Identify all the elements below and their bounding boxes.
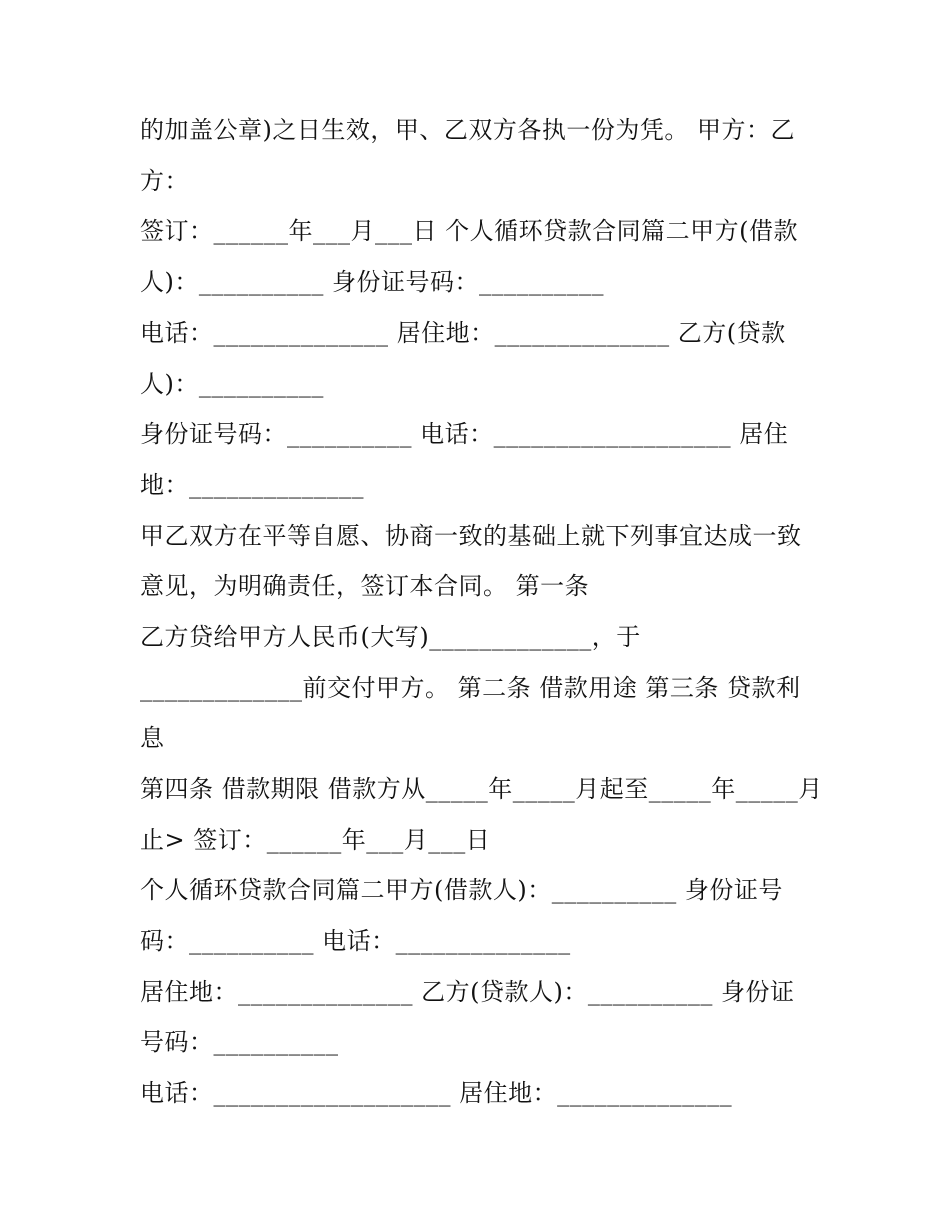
text-line: _____________前交付甲方。 第二条 借款用途 第三条 贷款利 (140, 674, 801, 702)
text-line: 身份证号码：__________ 电话：___________________ 居住 (140, 420, 789, 448)
text-line: 人)：__________ 身份证号码：__________ (140, 268, 604, 296)
text-line: 人)：__________ (140, 370, 324, 398)
text-line: 息 (140, 724, 165, 752)
text-line: 居住地：______________ 乙方(贷款人)：__________ 身份证 (140, 978, 795, 1006)
text-line: 电话：___________________ 居住地：______________ (140, 1079, 733, 1107)
text-line: 电话：______________ 居住地：______________ 乙方(贷款 (140, 319, 786, 347)
text-line: 乙方贷给甲方人民币(大写)_____________，于 (140, 623, 641, 651)
text-line: 地：______________ (140, 471, 364, 499)
text-line: 方： (140, 167, 189, 195)
text-line: 第四条 借款期限 借款方从_____年_____月起至_____年_____月 (140, 775, 823, 803)
text-line: 甲乙双方在平等自愿、协商一致的基础上就下列事宜达成一致 (140, 522, 802, 550)
text-line: 号码：__________ (140, 1028, 339, 1056)
text-line: 止> 签订：______年___月___日 (140, 826, 491, 854)
text-line: 签订：______年___月___日 个人循环贷款合同篇二甲方(借款 (140, 217, 798, 245)
text-line: 意见，为明确责任，签订本合同。 第一条 (140, 572, 590, 600)
text-line: 的加盖公章)之日生效，甲、乙双方各执一份为凭。 甲方：乙 (140, 116, 795, 144)
text-line: 码：__________ 电话：______________ (140, 927, 571, 955)
text-line: 个人循环贷款合同篇二甲方(借款人)：__________ 身份证号 (140, 876, 783, 904)
